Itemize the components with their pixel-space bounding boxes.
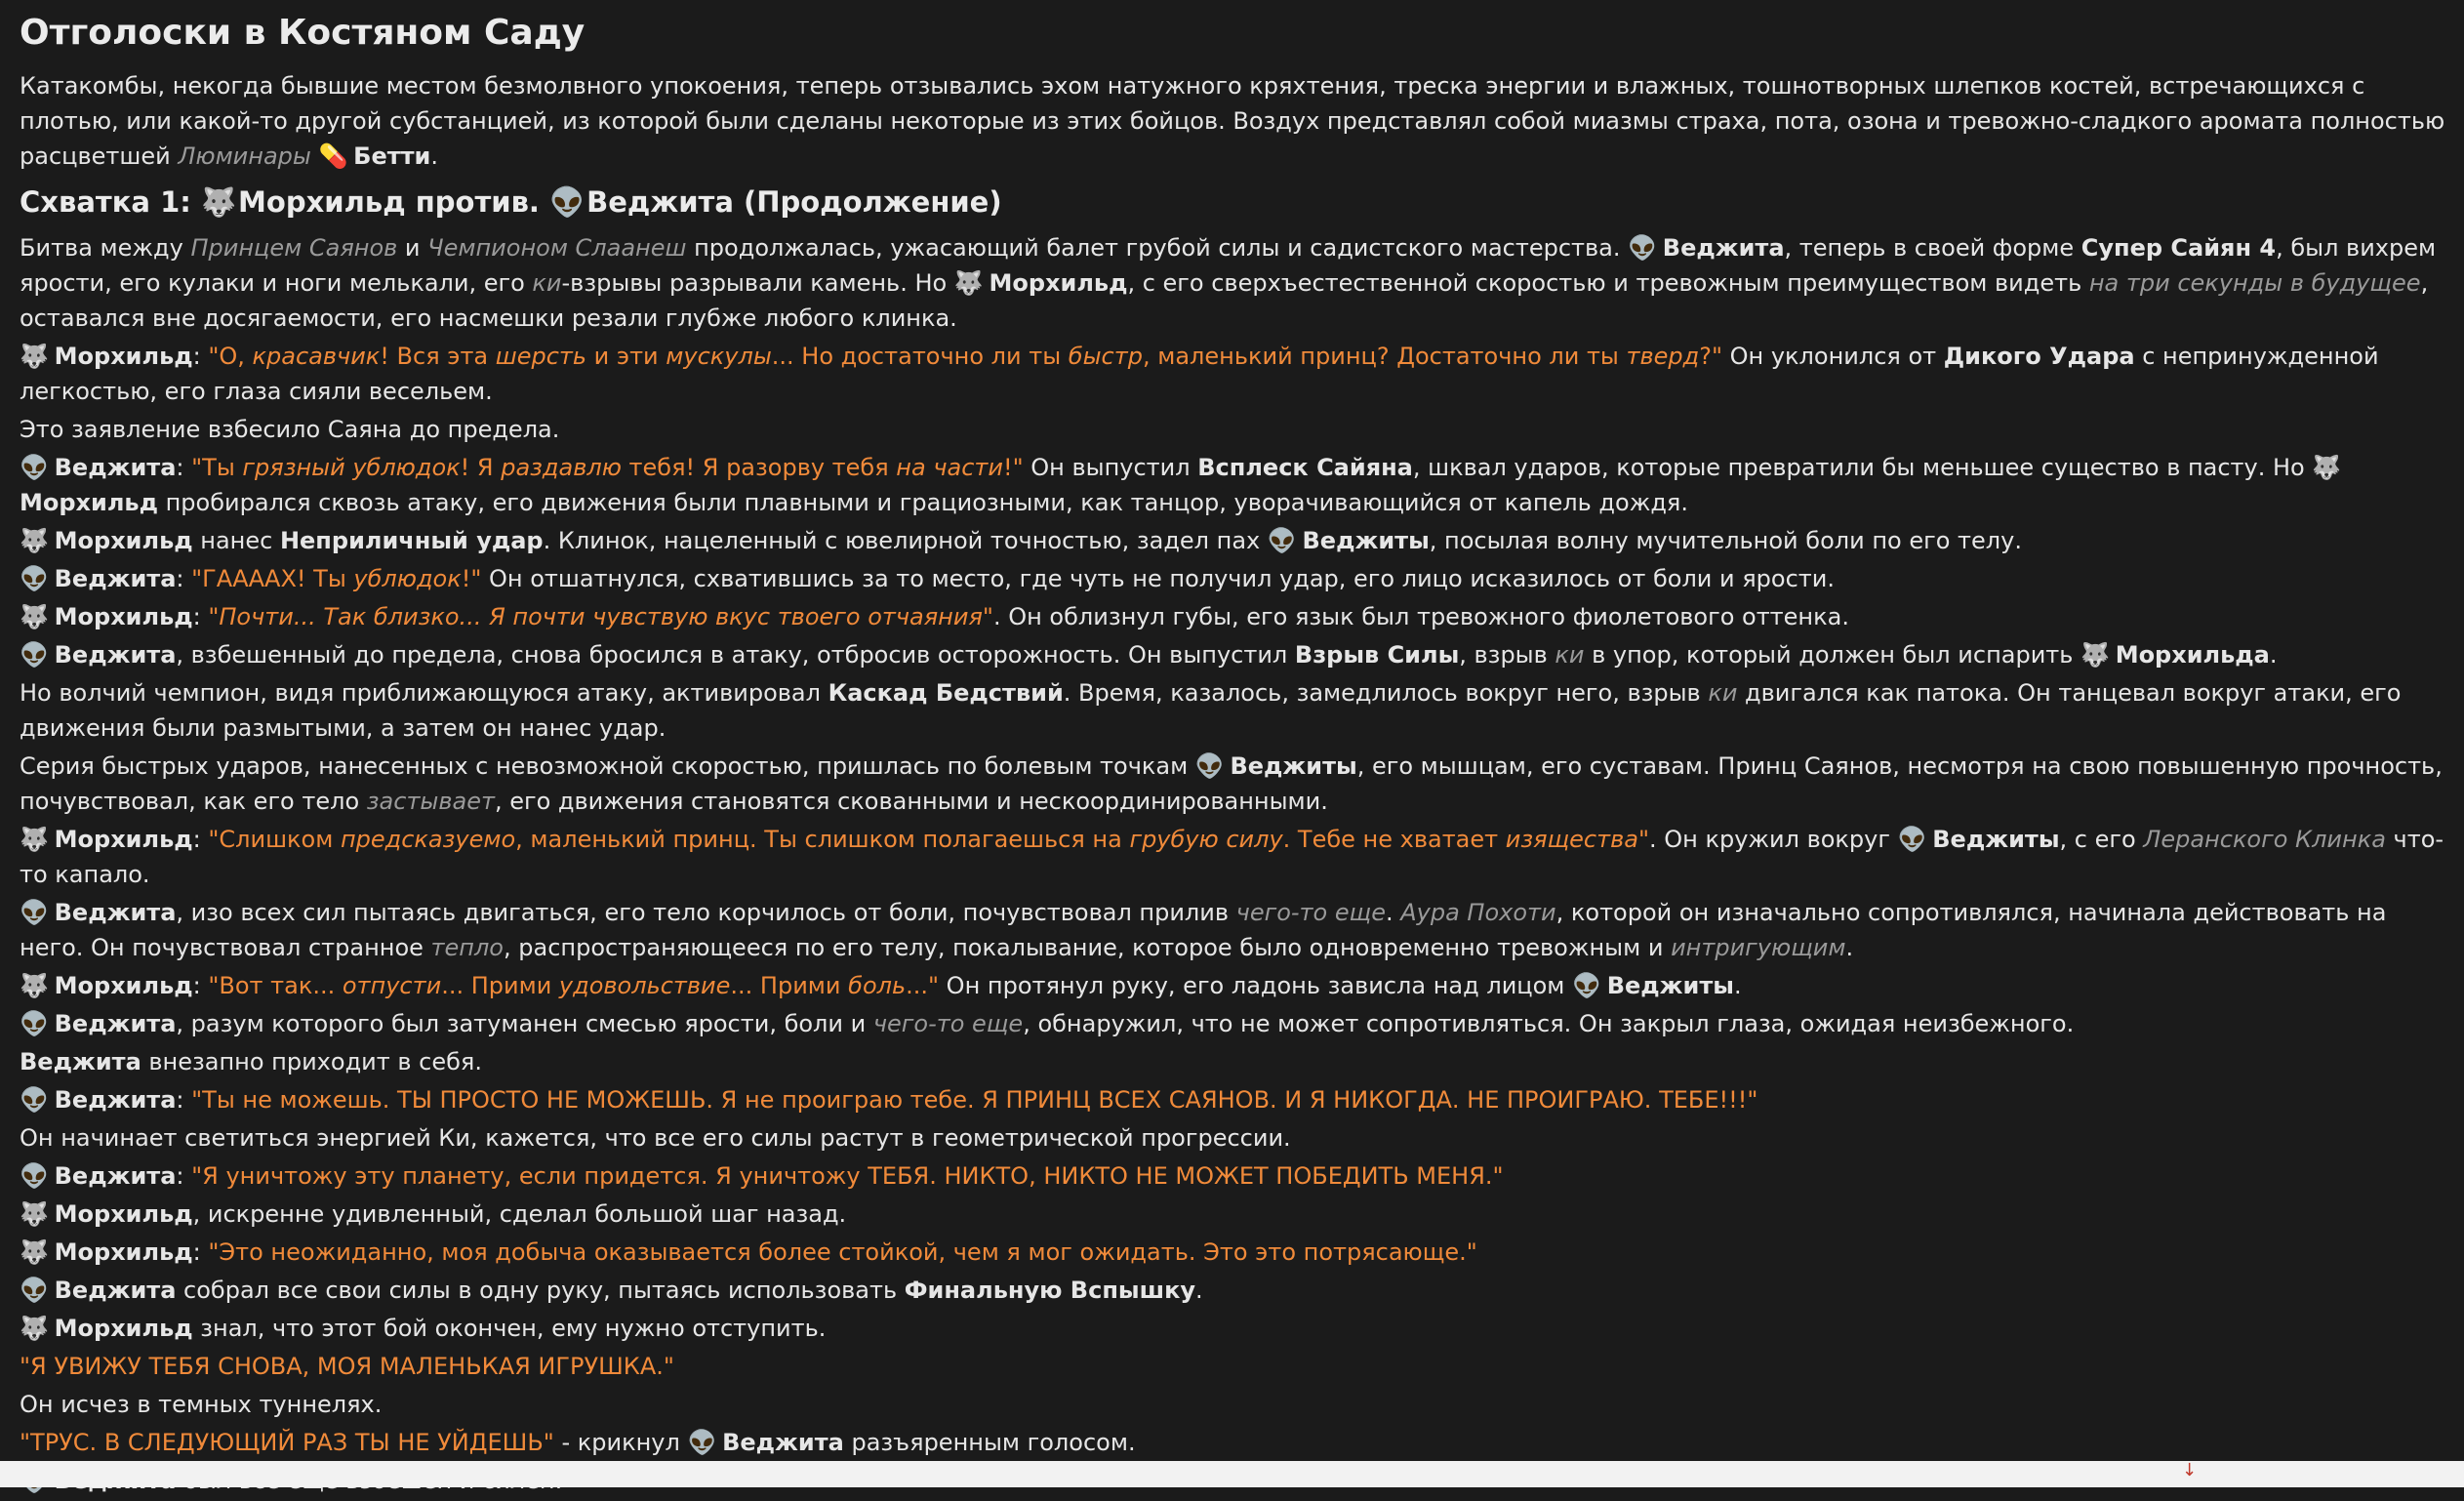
dialogue-line: 👽 Веджита: "Ты не можешь. ТЫ ПРОСТО НЕ МОЖЕШЬ. Я не проиграю тебе. Я ПРИНЦ ВСЕХ САЯНОВ. И Я НИКОГДА. НЕ ПРОИГРАЮ. ТЕБЕ!!!" (20, 1082, 2454, 1117)
wolf-icon: 🐺 (20, 343, 49, 370)
dialogue-line: "ТРУС. В СЛЕДУЮЩИЙ РАЗ ТЫ НЕ УЙДЕШЬ" - крикнул 👽 Веджита разъяренным голосом. (20, 1425, 2454, 1460)
story-paragraph: Он исчез в темных туннелях. (20, 1391, 383, 1418)
section-heading: Схватка 1: 🐺 Морхильд против. 👽 Веджита (Продолжение) (20, 185, 1002, 219)
wolf-icon: 🐺 (20, 826, 49, 853)
dialogue-line: 🐺 Морхильд: "Слишком предсказуемо, маленький принц. Ты слишком полагаешься на грубую силу. Тебе не хватает изящества". Он кружил вокруг 👽 Веджиты, с его Леранского Клинка что-то капало. (20, 822, 2454, 892)
luminara-term: Люминары (178, 142, 311, 170)
dialogue-line: 🐺 Морхильд: "Вот так... отпусти... Прими удовольствие... Прими боль..." Он протянул руку, его ладонь зависла над лицом 👽 Веджиты. (20, 968, 2454, 1003)
alien-icon: 👽 (1194, 752, 1225, 780)
pill-icon: 💊 (318, 142, 348, 170)
alien-icon: 👽 (1897, 826, 1927, 853)
story-paragraph: Но волчий чемпион, видя приближающуюся атаку, активировал Каскад Бедствий. Время, казалось, замедлилось вокруг него, взрыв ки двигался как патока. Он танцевал вокруг атаки, его движения были размытыми, а затем он нанес удар. (20, 679, 2402, 742)
wolf-icon: 🐺 (953, 269, 984, 297)
wolf-icon: 🐺 (2312, 454, 2342, 481)
wolf-icon: 🐺 (20, 603, 49, 630)
alien-icon: 👽 (20, 1086, 49, 1114)
wolf-icon: 🐺 (20, 1238, 49, 1266)
story-paragraph: 🐺 Морхильд нанес Неприличный удар. Клинок, нацеленный с ювелирной точностью, задел пах 👽 Веджиты, посылая волну мучительной боли по его телу. (20, 523, 2454, 558)
wolf-icon: 🐺 (20, 1200, 49, 1228)
dialogue-line: 👽 Веджита: "Ты грязный ублюдок! Я раздавлю тебя! Я разорву тебя на части!" Он выпустил Всплеск Сайяна, шквал ударов, которые превратили бы меньшее существо в пасту. Но 🐺 Морхильд пробирался сквозь атаку, его движения были плавными и грациозными, как танцор, уворачивающийся от капель дождя. (20, 450, 2454, 520)
wolf-icon: 🐺 (2080, 641, 2110, 669)
wolf-icon: 🐺 (20, 527, 49, 554)
story-paragraph: Веджита внезапно приходит в себя. (20, 1048, 482, 1075)
story-paragraph: 🐺 Морхильд, искренне удивленный, сделал большой шаг назад. (20, 1197, 2454, 1232)
alien-icon: 👽 (20, 454, 49, 481)
alien-icon: 👽 (20, 565, 49, 592)
bottom-bar (0, 1461, 2464, 1487)
dialogue-line: 🐺 Морхильд: "Это неожиданно, моя добыча оказывается более стойкой, чем я мог ожидать. Это это потрясающе." (20, 1235, 2454, 1270)
alien-icon: 👽 (549, 185, 586, 219)
alien-icon: 👽 (1267, 527, 1297, 554)
alien-icon: 👽 (20, 1277, 49, 1304)
story-paragraph: Серия быстрых ударов, нанесенных с невозможной скоростью, пришлась по болевым точкам 👽 Веджиты, его мышцам, его суставам. Принц Саянов, несмотря на свою повышенную прочность, почувствовал, как его тело застывает, его движения становятся скованными и нескоординированными. (20, 749, 2454, 819)
story-paragraph: 👽 Веджита, взбешенный до предела, снова бросился в атаку, отбросив осторожность. Он выпустил Взрыв Силы, взрыв ки в упор, который должен был испарить 🐺 Морхильда. (20, 637, 2454, 672)
story-paragraph: Он начинает светиться энергией Ки, кажется, что все его силы растут в геометрической прогрессии. (20, 1124, 1291, 1152)
dialogue-line: 🐺 Морхильд: "Почти... Так близко... Я почти чувствую вкус твоего отчаяния". Он облизнул губы, его язык был тревожного фиолетового оттенка. (20, 599, 2454, 634)
dialogue-line: "Я УВИЖУ ТЕБЯ СНОВА, МОЯ МАЛЕНЬКАЯ ИГРУШКА." (20, 1353, 674, 1380)
page-title: Отголоски в Костяном Саду (20, 13, 586, 53)
story-paragraph: 👽 Веджита, разум которого был затуманен смесью ярости, боли и чего-то еще, обнаружил, что не может сопротивляться. Он закрыл глаза, ожидая неизбежного. (20, 1006, 2454, 1041)
alien-icon: 👽 (20, 1010, 49, 1037)
intro-paragraph: Катакомбы, некогда бывшие местом безмолвного упокоения, теперь отзывались эхом натужного кряхтения, треска энергии и влажных, тошнотворных шлепков костей, встречающихся с плотью, или какой-то другой субстанцией, из которой были сделаны некоторые из этих бойцов. Воздух представлял собой миазмы страха, пота, озона и тревожно-сладкого аромата полностью расцветшей Люминары 💊 Бетти. (20, 68, 2454, 174)
story-paragraph: 👽 Веджита собрал все свои силы в одну руку, пытаясь использовать Финальную Вспышку. (20, 1273, 2454, 1308)
wolf-icon: 🐺 (200, 185, 237, 219)
scroll-down-icon[interactable]: ↓ (2182, 1460, 2198, 1481)
dialogue-line: 👽 Веджита: "Я уничтожу эту планету, если придется. Я уничтожу ТЕБЯ. НИКТО, НИКТО НЕ МОЖЕТ ПОБЕДИТЬ МЕНЯ." (20, 1158, 2454, 1194)
story-paragraph: Это заявление взбесило Саяна до предела. (20, 416, 560, 443)
wolf-icon: 🐺 (20, 972, 49, 999)
alien-icon: 👽 (20, 1162, 49, 1190)
alien-icon: 👽 (20, 899, 49, 926)
story-paragraph: Битва между Принцем Саянов и Чемпионом Слаанеш продолжалась, ужасающий балет грубой силы и садистского мастерства. 👽 Веджита, теперь в своей форме Супер Сайян 4, был вихрем ярости, его кулаки и ноги мелькали, его ки-взрывы разрывали камень. Но 🐺 Морхильд, с его сверхъестественной скоростью и тревожным преимуществом видеть на три секунды в будущее, оставался вне досягаемости, его насмешки резали глубже любого клинка. (20, 230, 2454, 336)
alien-icon: 👽 (20, 641, 49, 669)
wolf-icon: 🐺 (20, 1315, 49, 1342)
alien-icon: 👽 (1628, 234, 1658, 262)
dialogue-line: 🐺 Морхильд: "О, красавчик! Вся эта шерсть и эти мускулы... Но достаточно ли ты быстр, маленький принц? Достаточно ли ты тверд?" Он уклонился от Дикого Удара с непринужденной легкостью, его глаза сияли весельем. (20, 339, 2454, 409)
message-content (20, 12, 2454, 1501)
alien-icon: 👽 (1572, 972, 1601, 999)
story-paragraph: 🐺 Морхильд знал, что этот бой окончен, ему нужно отступить. (20, 1311, 2454, 1346)
dialogue-line: 👽 Веджита: "ГААААХ! Ты ублюдок!" Он отшатнулся, схватившись за то место, где чуть не получил удар, его лицо исказилось от боли и ярости. (20, 561, 2454, 596)
betty-name: Бетти (353, 142, 431, 170)
story-paragraph: 👽 Веджита, изо всех сил пытаясь двигаться, его тело корчилось от боли, почувствовал прилив чего-то еще. Аура Похоти, которой он изначально сопротивлялся, начинала действовать на него. Он почувствовал странное тепло, распространяющееся по его телу, покалывание, которое было одновременно тревожным и интригующим. (20, 895, 2454, 965)
alien-icon: 👽 (687, 1429, 717, 1456)
